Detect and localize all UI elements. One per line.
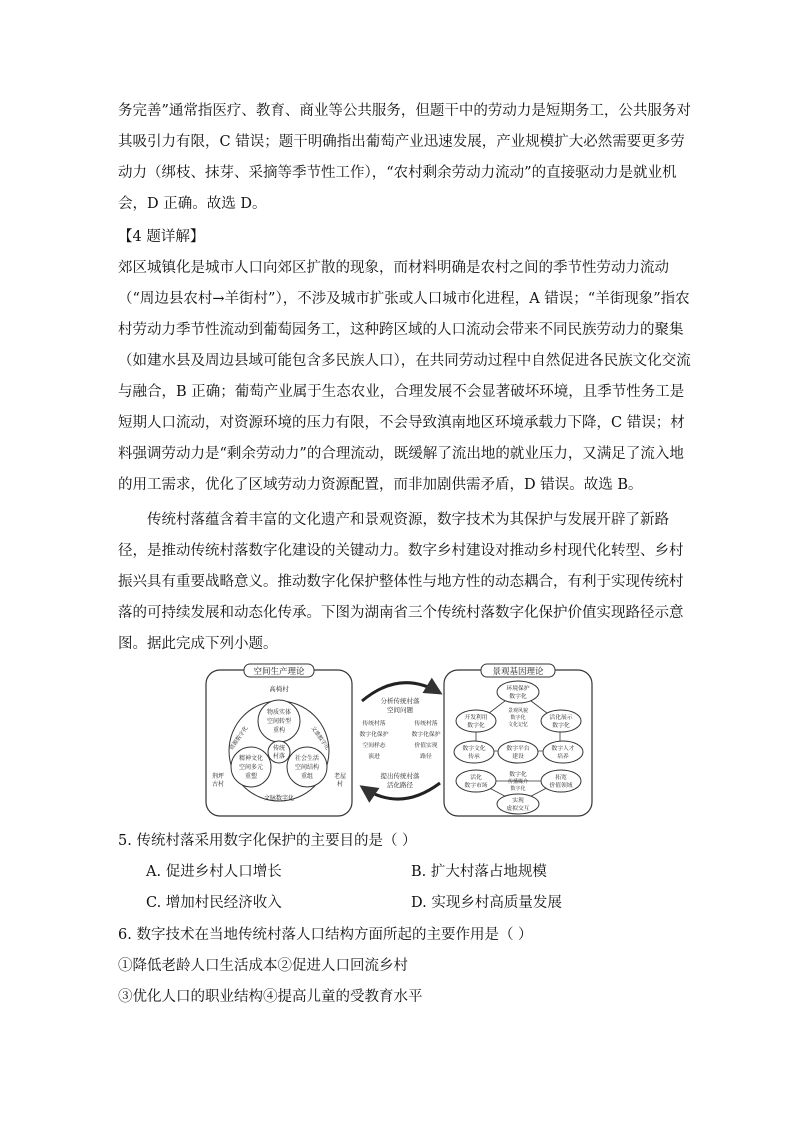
middle-cycle (360, 683, 441, 799)
r-sub-top-line: 数字化 (510, 715, 526, 721)
r-bot-right-line: 价值领域 (549, 783, 573, 789)
r-mid-left-line: 传承 (468, 754, 480, 760)
outer-left-label: 古村 (211, 781, 225, 788)
text-line: （如建水县及周边县域可能包含多民族人口），在共同劳动过程中自然促进各民族文化交流 (118, 353, 691, 369)
r-mid-right-line: 培养 (557, 754, 569, 760)
r-bot-center-line: 数字化 (509, 772, 527, 778)
node-left-line: 重塑 (244, 773, 258, 780)
mid-right-line: 数字化保护 (411, 732, 441, 738)
r-bot-left-line: 数字市场 (464, 783, 488, 789)
right-panel-title: 景观基因理论 (492, 667, 544, 677)
text-line: 村劳动力季节性流动到葡萄园务工，这种跨区域的人口流动会带来不同民族劳动力的聚集 (118, 322, 684, 338)
text-line: 其吸引力有限，C 错误；题干明确指出葡萄产业迅速发展，产业规模扩大必然需要更多劳 (118, 134, 685, 150)
r-sub-top-line: 景观风貌 (507, 708, 529, 714)
r-mid-center-line: 数字平台 (506, 746, 530, 752)
question-6-stem: 6. 数字技术在当地传统村落人口结构方面所起的主要作用是（ ） (118, 927, 533, 943)
mid-right-line: 路径 (420, 754, 432, 760)
outer-right-label: 老屋 (333, 773, 347, 780)
question-6-statements-1: ①降低老龄人口生活成本②促进人口回流乡村 (118, 958, 408, 974)
r-mid-center-line: 建设 (512, 754, 524, 760)
mid-bottom-line: 活化路径 (387, 781, 413, 789)
text-line: 落的可持续发展和动态化传承。下图为湖南省三个传统村落数字化保护价值实现路径示意 (118, 605, 684, 621)
mid-left-line: 传统村落 (362, 721, 386, 727)
mid-left-line: 空间样态 (362, 743, 386, 749)
mid-top-line: 分析传统村落 (380, 697, 420, 705)
r-bottom-line: 实现 (512, 798, 524, 804)
node-top-line: 物质实体 (266, 709, 292, 716)
text-line: 会，D 正确。故选 D。 (118, 196, 267, 212)
section-heading-q4: 【4 题详解】 (118, 229, 205, 245)
text-line: 料强调劳动力是“剩余劳动力”的合理流动，既缓解了流出地的就业压力，又满足了流入地 (118, 446, 684, 462)
arc-bottom-label: 文脉数字化 (263, 795, 295, 802)
r-sub-top-line: 文化记忆 (507, 722, 529, 728)
r-top-line: 数字化 (509, 694, 527, 700)
left-panel-title: 空间生产理论 (253, 667, 305, 677)
paragraph-3-explanation-end (118, 96, 691, 220)
node-right-line: 社会生活 (294, 755, 320, 762)
paragraph-material-intro (118, 505, 684, 660)
r-bot-center-line: 数字化 (510, 786, 526, 792)
r-right-line: 数字化 (552, 723, 570, 729)
r-bot-right-line: 拓宽 (555, 775, 567, 781)
text-line: 短期人口流动，对资源环境的压力有限，不会导致滇南地区环境承载力下降，C 错误；材 (118, 415, 685, 431)
r-bot-center-line: 传播媒介 (507, 779, 529, 785)
r-bot-left-line: 活化 (470, 775, 482, 781)
left-top-label: 高椅村 (269, 685, 289, 693)
right-panel (444, 664, 592, 816)
r-bottom-line: 虚拟交互 (506, 806, 530, 812)
mid-top-line: 空间问题 (387, 706, 413, 714)
r-top-line: 环境保护 (506, 686, 530, 692)
node-center-line: 传统 (272, 745, 286, 752)
mid-left-line: 演进 (368, 754, 380, 760)
mid-bottom-line: 提出传统村落 (380, 772, 420, 780)
arc-left-label: 资源数字化 (228, 725, 250, 752)
node-top-line: 空间转型 (266, 718, 292, 725)
text-line: 振兴具有重要战略意义。推动数字化保护整体性与地方性的动态耦合，有利于实现传统村 (118, 574, 684, 590)
r-left-line: 数字化 (467, 723, 485, 729)
mid-right-line: 价值实现 (414, 743, 438, 749)
question-5-option-d[interactable]: D. 实现乡村高质量发展 (411, 895, 562, 911)
text-line: 图。据此完成下列小题。 (118, 636, 278, 652)
outer-left-label: 荆坪 (211, 773, 225, 780)
question-5-option-b[interactable]: B. 扩大村落占地规模 (411, 864, 547, 880)
text-line: （“周边县农村→羊街村”），不涉及城市扩张或人口城市化进程，A 错误；“羊街现象”指农 (118, 291, 690, 307)
mid-left-line: 数字化保护 (359, 732, 389, 738)
question-5-option-a[interactable]: A. 促进乡村人口增长 (146, 864, 282, 880)
node-top-line: 重构 (272, 727, 286, 734)
text-line: 郊区城镇化是城市人口向郊区扩散的现象，而材料明确是农村之间的季节性劳动力流动 (118, 260, 669, 276)
text-line: 的用工需求，优化了区域劳动力资源配置，而非加剧供需矛盾，D 错误。故选 B。 (118, 477, 643, 493)
node-right-line: 重组 (300, 773, 314, 780)
node-left-line: 精神文化 (238, 755, 264, 762)
text-line: 与融合，B 正确；葡萄产业属于生态农业，合理发展不会显著破坏环境，且季节性务工是 (118, 384, 685, 400)
r-left-line: 开发利用 (464, 715, 488, 721)
digital-protection-diagram (204, 663, 595, 819)
node-center-line: 村落 (272, 753, 286, 760)
text-line: 径，是推动传统村落数字化建设的关键动力。数字乡村建设对推动乡村现代化转型、乡村 (118, 543, 684, 559)
arc-right-label: 文旅数字化 (309, 725, 331, 752)
text-line: 务完善”通常指医疗、教育、商业等公共服务，但题干中的劳动力是短期务工，公共服务对 (118, 103, 691, 119)
outer-right-label: 村 (336, 781, 344, 788)
mid-right-line: 传统村落 (414, 721, 438, 727)
question-5-stem: 5. 传统村落采用数字化保护的主要目的是（ ） (118, 833, 417, 849)
r-mid-left-line: 数字文化 (462, 746, 486, 752)
text-line: 动力（绑枝、抹芽、采摘等季节性工作），“农村剩余劳动力流动”的直接驱动力是就业机 (118, 165, 677, 181)
r-right-line: 活化展示 (549, 715, 573, 721)
question-6-statements-2: ③优化人口的职业结构④提高儿童的受教育水平 (118, 989, 423, 1005)
node-right-line: 空间结构 (294, 764, 320, 771)
node-left-line: 空间多元 (238, 764, 264, 771)
question-5-option-c[interactable]: C. 增加村民经济收入 (146, 895, 282, 911)
paragraph-q4-explanation (118, 253, 691, 501)
r-mid-right-line: 数字人才 (551, 746, 575, 752)
left-panel (206, 664, 352, 816)
text-line: 传统村落蕴含着丰富的文化遗产和景观资源，数字技术为其保护与发展开辟了新路 (147, 512, 669, 528)
